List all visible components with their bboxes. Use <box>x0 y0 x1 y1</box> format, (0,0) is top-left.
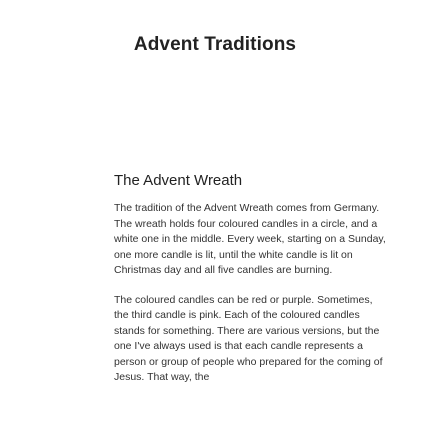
paragraph-1: The tradition of the Advent Wreath comes from Germany. The wreath holds four coloured candles in a circle, and a white one in the middle. Every week, starting on a Sunday, one more candle is lit, until the white candle is lit on Christmas day and all five candles are burning. <box>114 202 386 276</box>
section-heading: The Advent Wreath <box>114 172 243 189</box>
article <box>114 172 386 400</box>
paragraph-2: The coloured candles can be red or purple. Sometimes, the third candle is pink. Each of the coloured candles stands for something. There are various versions, but the one I've always used is that each candle represents a person or group of people who prepared for the coming of Jesus. That way, the <box>114 293 383 383</box>
page-title: Advent Traditions <box>133 34 297 55</box>
